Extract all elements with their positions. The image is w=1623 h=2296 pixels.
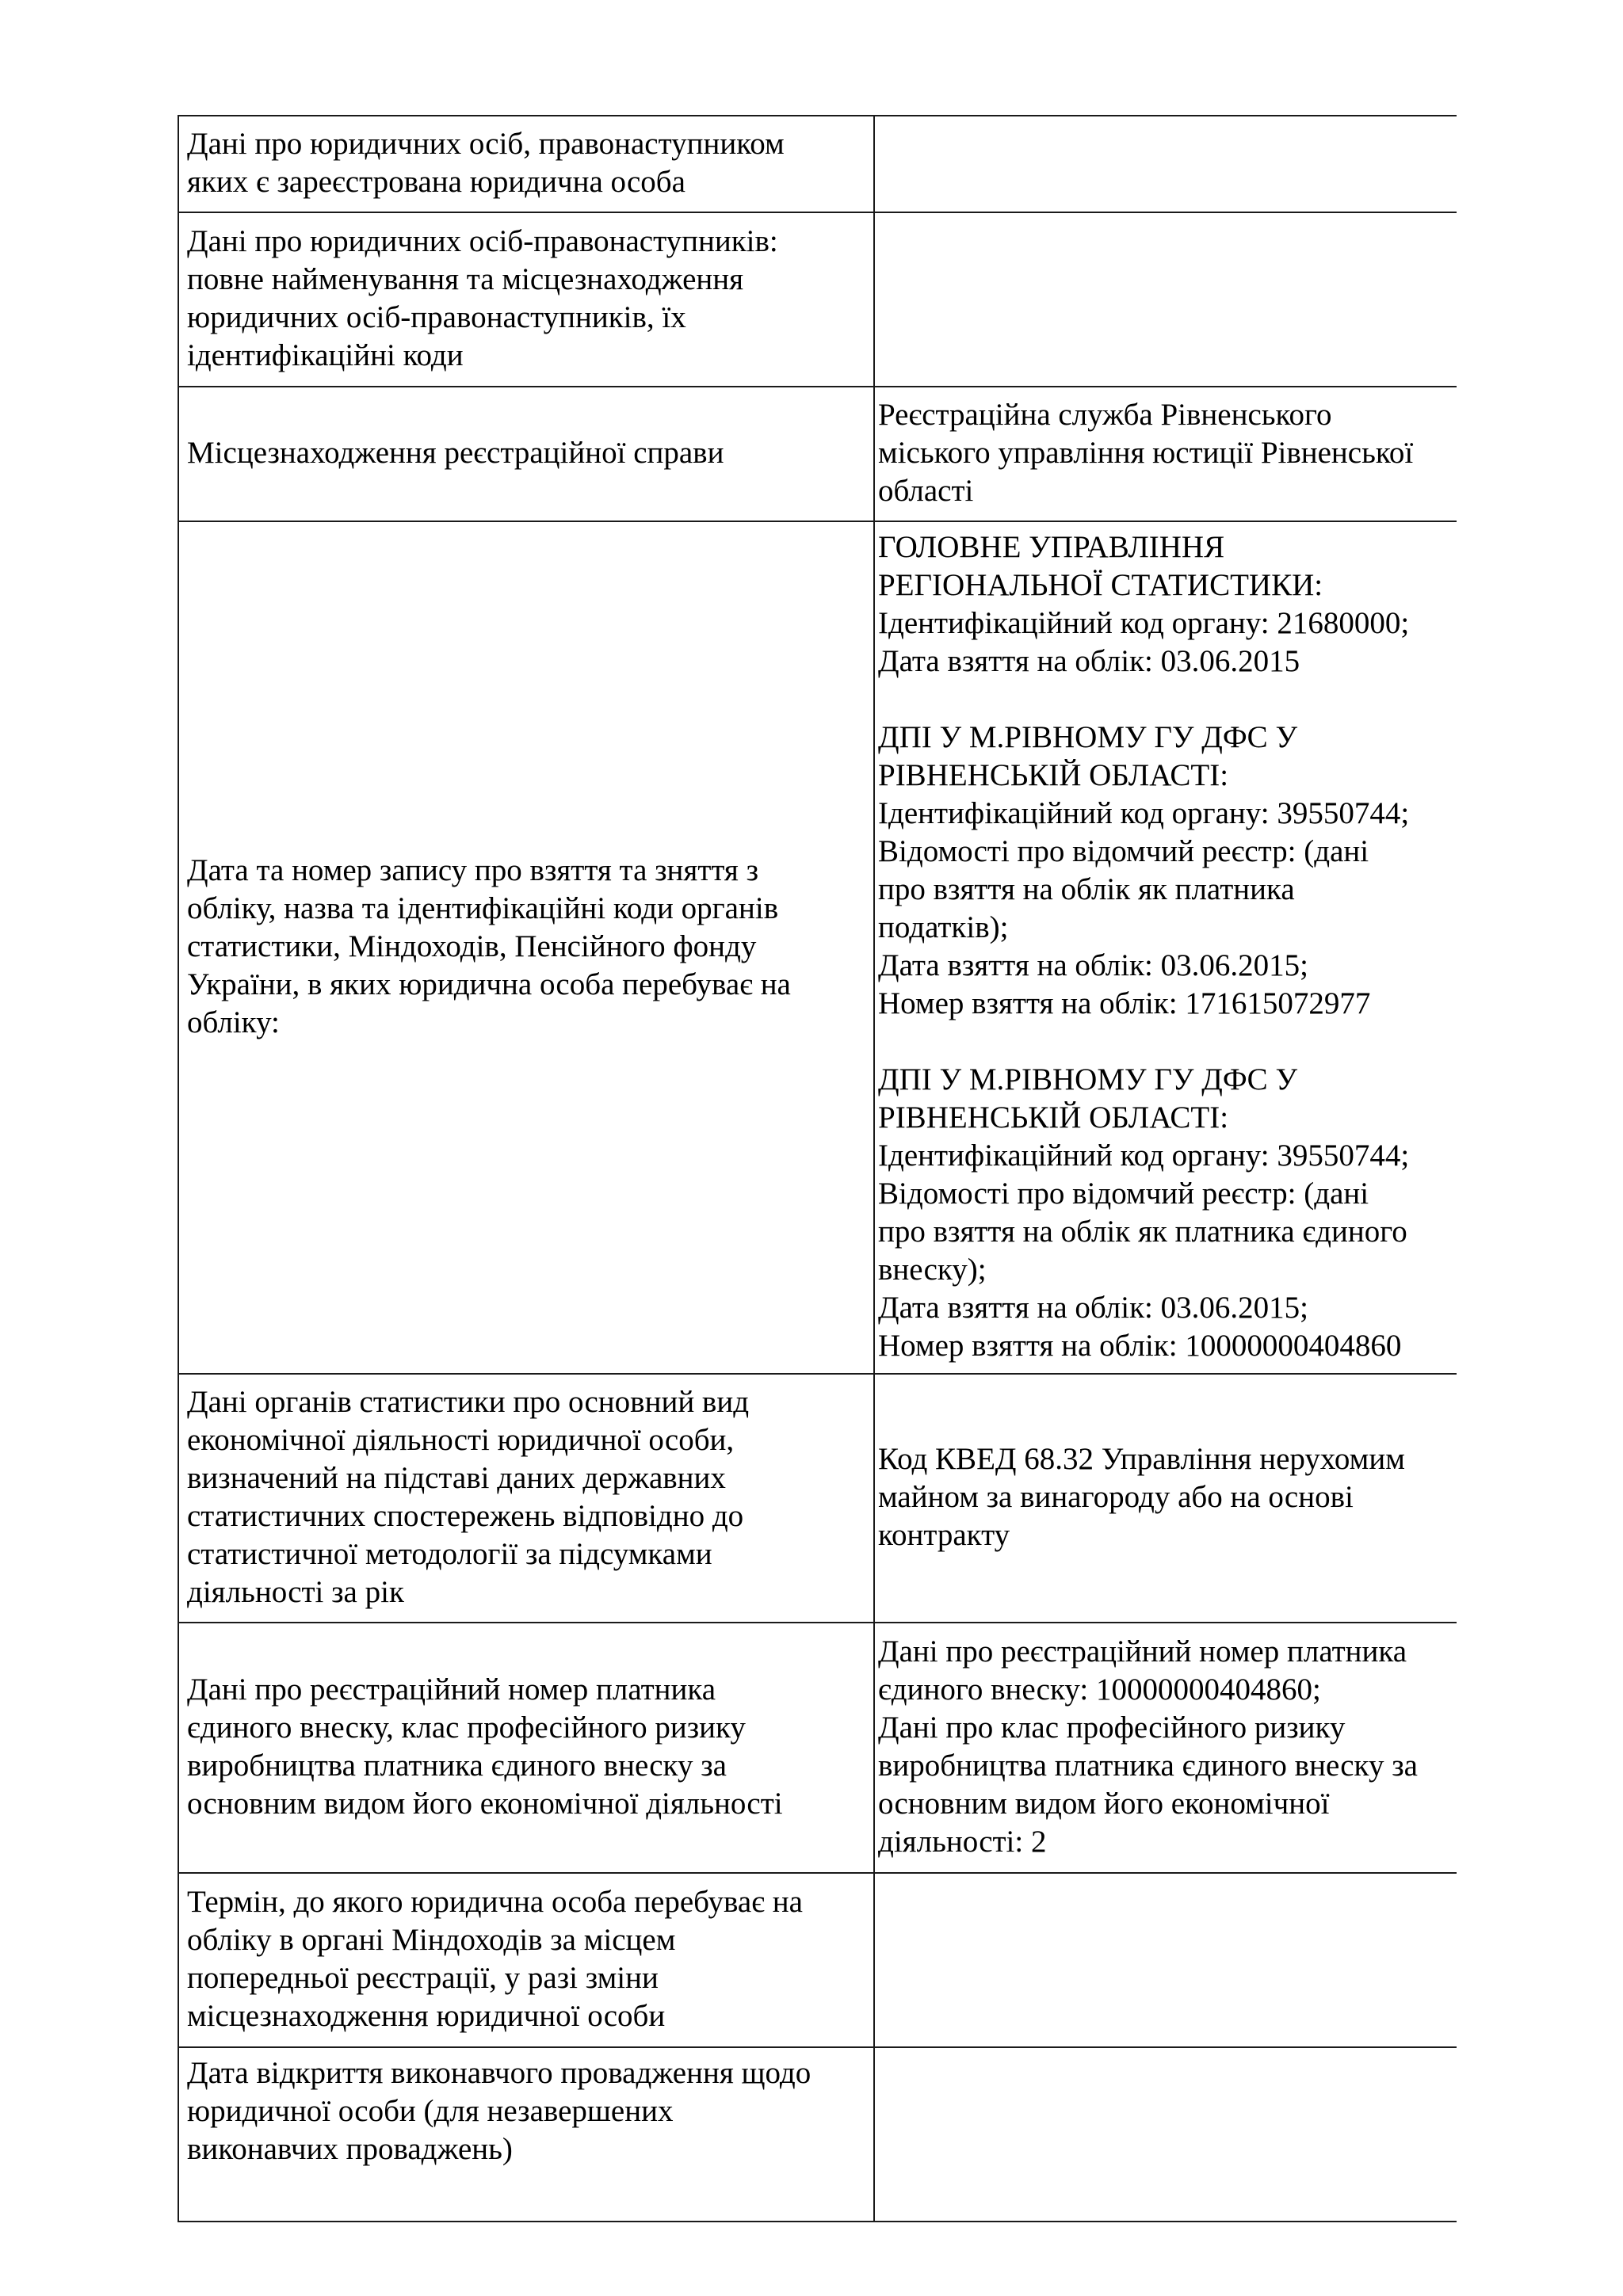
field-label: Дані органів статистики про основний вид економічної діяльності юридичної особи, визначений на підставі даних державних статистичних спостережень відповідно до статистичної методології за підсумками діяльності за рік (178, 1374, 874, 1623)
registry-extract-table (178, 115, 1457, 2222)
table-row-registration-file-location (178, 387, 1456, 521)
field-label: Дані про юридичних осіб-правонаступників: повне найменування та місцезнаходження юридичних осіб-правонаступників, їх ідентифікаційні коди (178, 212, 874, 387)
table-row-enforcement-proceedings (178, 2047, 1456, 2222)
field-value (874, 212, 1456, 387)
table-row-successor-of (178, 116, 1456, 212)
table-row-previous-registration-term (178, 1873, 1456, 2047)
field-label: Дані про реєстраційний номер платника єдиного внеску, клас професійного ризику виробництва платника єдиного внеску за основним видом його економічної діяльності (178, 1623, 874, 1873)
table-row-main-activity-kved (178, 1374, 1456, 1623)
table-row-legal-successors (178, 212, 1456, 387)
field-value (874, 116, 1456, 212)
field-value: Дані про реєстраційний номер платника єдиного внеску: 10000000404860; Дані про клас професійного ризику виробництва платника єдиного внеску за основним видом його економічної діяльності: 2 (874, 1623, 1456, 1873)
field-value: Код КВЕД 68.32 Управління нерухомим майном за винагороду або на основі контракту (874, 1374, 1456, 1623)
table-row-tax-registration-records (178, 521, 1456, 1374)
field-value (874, 2047, 1456, 2222)
field-label: Термін, до якого юридична особа перебуває на обліку в органі Міндоходів за місцем попередньої реєстрації, у разі зміни місцезнаходження юридичної особи (178, 1873, 874, 2047)
field-label: Дата відкриття виконавчого провадження щодо юридичної особи (для незавершених виконавчих проваджень) (178, 2047, 874, 2222)
field-label: Дані про юридичних осіб, правонаступником яких є зареєстрована юридична особа (178, 116, 874, 212)
field-label: Дата та номер запису про взяття та зняття з обліку, назва та ідентифікаційні коди органів статистики, Міндоходів, Пенсійного фонду України, в яких юридична особа перебуває на обліку: (178, 521, 874, 1374)
table-row-single-contribution-payer (178, 1623, 1456, 1873)
field-label: Місцезнаходження реєстраційної справи (178, 387, 874, 521)
field-value (874, 1873, 1456, 2047)
field-value: Реєстраційна служба Рівненського міського управління юстиції Рівненської області (874, 387, 1456, 521)
field-value: ГОЛОВНЕ УПРАВЛІННЯ РЕГІОНАЛЬНОЇ СТАТИСТИКИ: Ідентифікаційний код органу: 21680000; Дата взяття на облік: 03.06.2015 ДПІ У М.РІВНОМУ ГУ ДФС У РІВНЕНСЬКІЙ ОБЛАСТІ: Ідентифікаційний код органу: 39550744; Відомості про відомчий реєстр: (дані про взяття на облік як платника податків); Дата взяття на облік: 03.06.2015; Номер взяття на облік: 171615072977 ДПІ У М.РІВНОМУ ГУ ДФС У РІВНЕНСЬКІЙ ОБЛАСТІ: Ідентифікаційний код органу: 39550744; Відомості про відомчий реєстр: (дані про взяття на облік як платника єдиного внеску); Дата взяття на облік: 03.06.2015; Номер взяття на облік: 10000000404860 (874, 521, 1456, 1374)
